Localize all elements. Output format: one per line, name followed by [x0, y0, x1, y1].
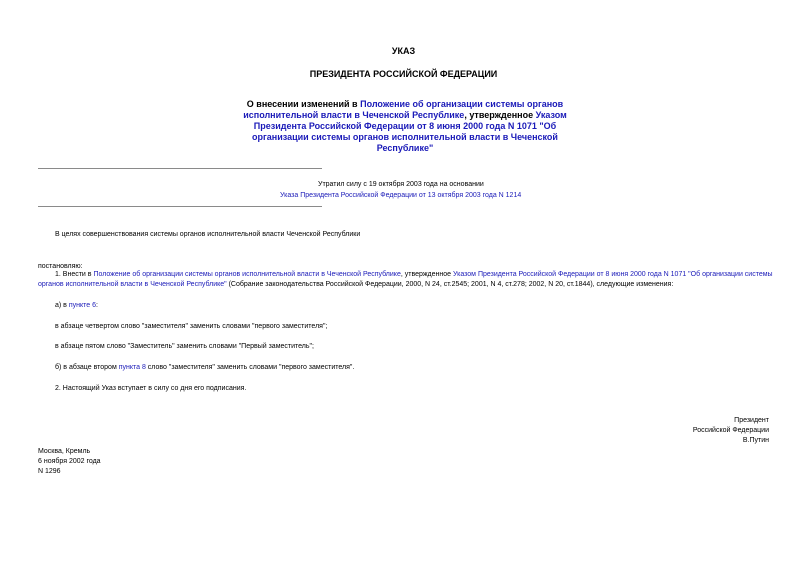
sub-b-suffix: слово "заместителя" заменить словами "первого заместителя".: [145, 364, 355, 371]
signature-title: Президент: [734, 417, 769, 424]
item-1-link-decree[interactable]: Указом Президента Российской Федерации от 8 июня 2000 года N 1071 "Об организации системы органов исполнительной власти в Чеченской Республике": [38, 271, 773, 288]
title-text-2: , утвержденное: [464, 110, 536, 120]
title-text-1: О внесении изменений в: [246, 99, 361, 109]
divider-bottom: [38, 206, 322, 207]
sub-b-prefix: б) в абзаце втором: [55, 364, 119, 371]
item-2-paragraph: 2. Настоящий Указ вступает в силу со дня его подписания.: [55, 385, 247, 392]
amendment-fifth-paragraph: в абзаце пятом слово "Заместитель" заменить словами "Первый заместитель";: [55, 343, 314, 350]
title-link-regulation[interactable]: Положение об организации системы органов исполнительной власти в Чеченской Республике: [243, 99, 564, 120]
divider-top: [38, 168, 322, 169]
intro-paragraph: В целях совершенствования системы органов исполнительной власти Чеченской Республики: [55, 231, 361, 238]
signature-office: Российской Федерации: [692, 427, 769, 434]
item-1-paragraph: [38, 270, 776, 290]
signature-name: В.Путин: [742, 437, 769, 444]
decree-heading: УКАЗ: [391, 46, 416, 56]
sub-b-link[interactable]: пункта 8: [118, 364, 146, 371]
title-link-decree[interactable]: Указом Президента Российской Федерации от 8 июня 2000 года N 1071 "Об организации системы органов исполнительной власти в Чеченской Республике": [252, 110, 567, 153]
item-1-prefix: 1. Внести в: [55, 271, 94, 278]
resolution-word: постановляю:: [38, 263, 83, 270]
item-1-middle: , утвержденное: [400, 271, 453, 278]
sub-item-a: [55, 301, 98, 311]
decree-issuer: ПРЕЗИДЕНТА РОССИЙСКОЙ ФЕДЕРАЦИИ: [309, 69, 498, 79]
sub-a-prefix: а) в: [55, 302, 69, 309]
sub-a-link[interactable]: пункте 6: [68, 302, 96, 309]
signing-place: Москва, Кремль: [38, 448, 91, 455]
decree-number: N 1296: [38, 468, 61, 475]
signing-date: 6 ноября 2002 года: [38, 458, 101, 465]
status-link[interactable]: Указа Президента Российской Федерации от 13 октября 2003 года N 1214: [280, 192, 522, 199]
amendment-fourth-paragraph: в абзаце четвертом слово "заместителя" заменить словами "первого заместителя";: [55, 323, 328, 330]
item-1-link-regulation[interactable]: Положение об организации системы органов исполнительной власти в Чеченской Республике: [93, 271, 401, 278]
status-text: Утратил силу с 19 октября 2003 года на основании: [318, 181, 484, 188]
sub-item-b: [55, 363, 354, 373]
item-1-suffix: (Собрание законодательства Российской Федерации, 2000, N 24, ст.2545; 2001, N 4, ст.278; 2002, N 20, ст.1844), следующие изменения:: [226, 281, 674, 288]
decree-title: [236, 99, 574, 154]
sub-a-suffix: :: [96, 302, 98, 309]
